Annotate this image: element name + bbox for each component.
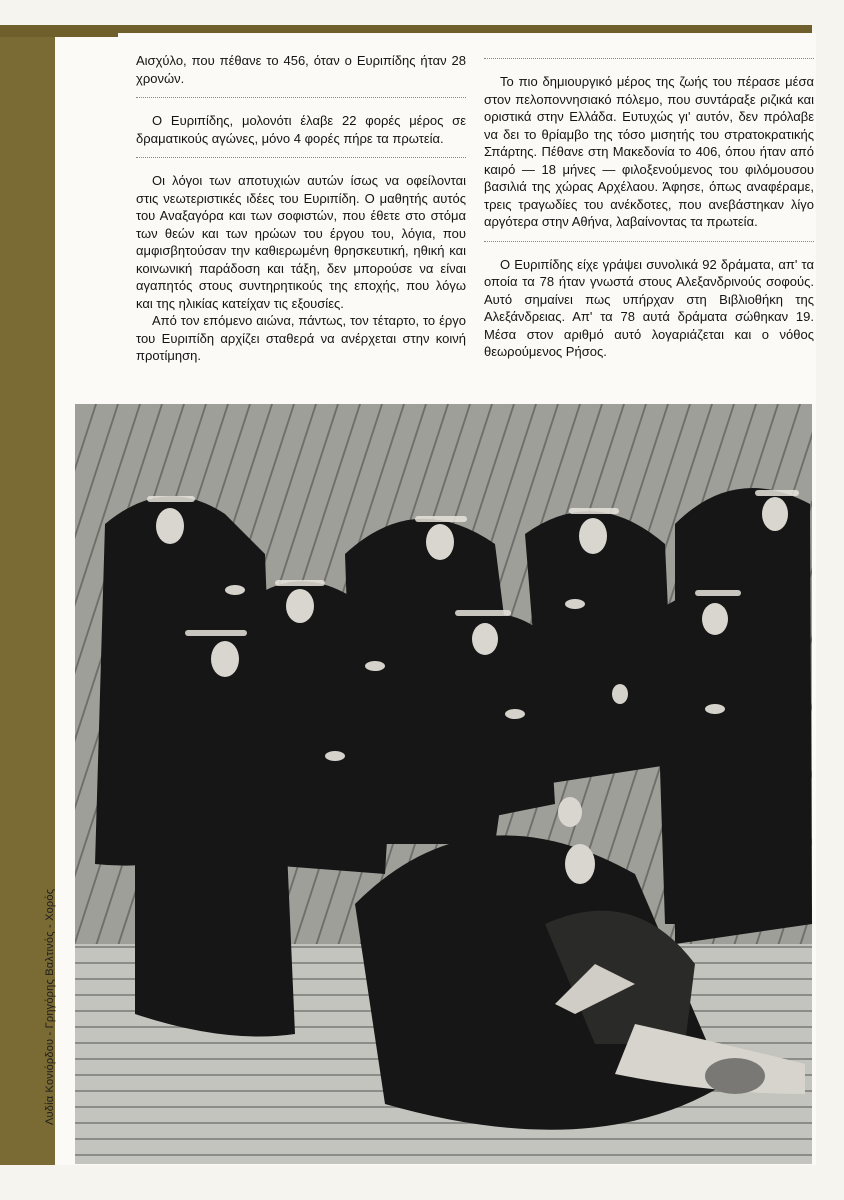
paragraph: Ο Ευριπίδης, μολονότι έλαβε 22 φορές μέρος σε δραματικούς αγώνες, μόνο 4 φορές πήρε τα πρωτεία. — [136, 113, 466, 146]
paragraph: Αισχύλο, που πέθανε το 456, όταν ο Ευριπίδης ήταν 28 χρονών. — [136, 53, 466, 86]
photo-illustration — [75, 404, 812, 1164]
dotted-divider — [136, 157, 466, 158]
dotted-divider — [484, 58, 814, 59]
theatre-performance-photo — [75, 404, 812, 1164]
paragraph: Από τον επόμενο αιώνα, πάντως, τον τέταρτο, το έργο του Ευριπίδη αρχίζει σταθερά να ανέρχεται στην κοινή προτίμηση. — [136, 313, 466, 363]
dotted-divider — [484, 241, 814, 242]
paragraph: Ο Ευριπίδης είχε γράψει συνολικά 92 δράματα, απ' τα οποία τα 78 ήταν γνωστά στους Αλεξανδρινούς σοφούς. Αυτό σημαίνει πως υπήρχαν στη Βιβλιοθήκη της Αλεξάνδρειας. Απ' τα 78 αυτά δράματα σώθηκαν 19. Μέσα στον αριθμό αυτό λογαριάζεται και ο νόθος θεωρούμενος Ρήσος. — [484, 256, 814, 359]
article-left-column — [136, 52, 466, 365]
photo-credit: Λυδία Κονιόρδου - Γρηγόρης Βαλτινός - Χορός — [44, 888, 56, 1125]
paragraph: Οι λόγοι των αποτυχιών αυτών ίσως να οφείλονται στις νεωτεριστικές ιδέες του Ευριπίδη. Ο μαθητής αυτός του Αναξαγόρα και των σοφιστών, που έθετε στο στόμα των θεών και των ηρώων του έργου του, λόγια, που αμφισβητούσαν την καθιερωμένη θρησκευτική, ηθική και κοινωνική παράδοση και τάξη, δεν μπορούσε να είναι αγαπητός στους συντηρητικούς της εποχής, που λόγω και της ηλικίας κατείχαν τις εξουσίες. — [136, 173, 466, 311]
dotted-divider — [136, 97, 466, 98]
article-right-column — [484, 52, 814, 361]
paragraph: Το πιο δημιουργικό μέρος της ζωής του πέρασε μέσα στον πελοποννησιακό πόλεμο, που συντάραξε ριζικά και οριστικά στην Ελλάδα. Ευτυχώς γι' αυτόν, δεν πρόλαβε να δει το θρίαμβο της τόσο μισητής του στρατοκρατικής Σπάρτης. Πέθανε στη Μακεδονία το 406, όπου ήταν από καιρό — 18 μήνες — φιλοξενούμενος του φιλόμουσου βασιλιά της χώρας Αρχέλαου. Άφησε, όπως αναφέραμε, τρεις τραγωδίες του ανέκδοτες, που ανεβάστηκαν λίγο αργότερα στην Αθήνα, λαβαίνοντας τα πρωτεία. — [484, 74, 814, 229]
